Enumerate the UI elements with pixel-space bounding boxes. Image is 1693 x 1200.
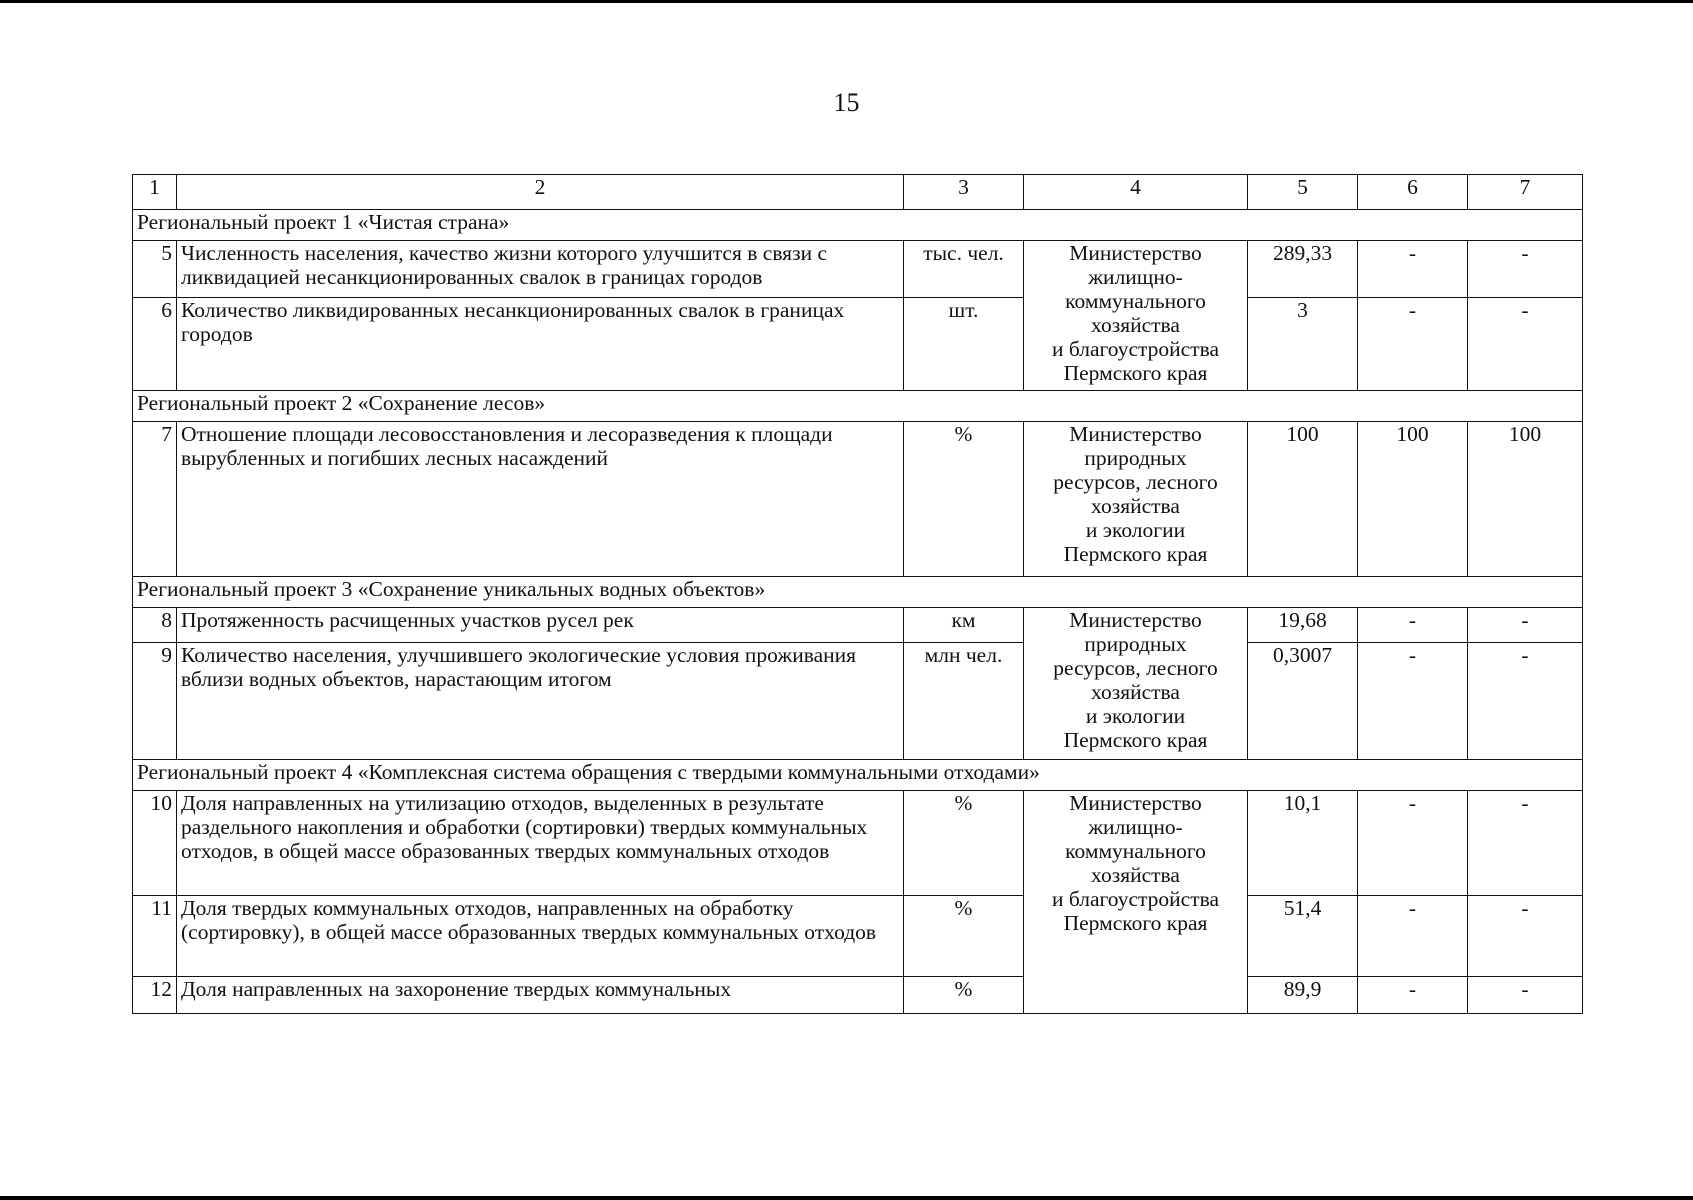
unit-cell: тыс. чел. <box>904 241 1024 298</box>
ministry-line: и благоустройства <box>1051 887 1220 911</box>
table-header-row <box>133 175 1583 210</box>
header-cell: 3 <box>904 175 1024 210</box>
table-row <box>133 977 1583 1014</box>
bottom-border-line <box>0 1196 1693 1200</box>
ministry-line: хозяйства <box>1091 863 1180 887</box>
indicator-name: Отношение площади лесовосстановления и лесоразведения к площади вырубленных и погибших лесных насаждений <box>177 422 904 577</box>
ministry-line: и экологии <box>1085 518 1186 542</box>
table-row <box>133 422 1583 577</box>
value-col7: 100 <box>1468 422 1583 577</box>
header-cell: 4 <box>1024 175 1248 210</box>
value-col7: - <box>1468 896 1583 977</box>
unit-cell: % <box>904 977 1024 1014</box>
section-row <box>133 391 1583 422</box>
header-cell: 5 <box>1248 175 1358 210</box>
value-col5: 10,1 <box>1248 791 1358 896</box>
header-cell: 1 <box>133 175 177 210</box>
ministry-line: и экологии <box>1085 704 1186 728</box>
value-col7: - <box>1468 298 1583 391</box>
section-title: Региональный проект 4 «Комплексная система обращения с твердыми коммунальными отходами» <box>133 760 1583 791</box>
table-row <box>133 298 1583 391</box>
unit-cell: млн чел. <box>904 643 1024 760</box>
value-col5: 51,4 <box>1248 896 1358 977</box>
ministry-line: жилищно- <box>1088 265 1183 289</box>
unit-cell: % <box>904 791 1024 896</box>
section-title: Региональный проект 3 «Сохранение уникальных водных объектов» <box>133 577 1583 608</box>
value-col6: - <box>1358 643 1468 760</box>
section-row <box>133 760 1583 791</box>
value-col5: 289,33 <box>1248 241 1358 298</box>
header-cell: 7 <box>1468 175 1583 210</box>
table-row <box>133 608 1583 643</box>
section-title: Региональный проект 2 «Сохранение лесов» <box>133 391 1583 422</box>
row-number: 12 <box>133 977 177 1014</box>
value-col5: 89,9 <box>1248 977 1358 1014</box>
value-col6: 100 <box>1358 422 1468 577</box>
responsible-ministry <box>1024 241 1248 391</box>
ministry-line: Пермского края <box>1063 728 1208 752</box>
ministry-line: коммунального <box>1065 839 1206 863</box>
indicator-name: Доля направленных на захоронение твердых коммунальных <box>177 977 904 1014</box>
value-col6: - <box>1358 977 1468 1014</box>
responsible-ministry <box>1024 422 1248 577</box>
value-col5: 100 <box>1248 422 1358 577</box>
value-col5: 3 <box>1248 298 1358 391</box>
indicator-name: Численность населения, качество жизни которого улучшится в связи с ликвидацией несанкционированных свалок в границах городов <box>177 241 904 298</box>
ministry-line: ресурсов, лесного <box>1053 656 1218 680</box>
ministry-line: Пермского края <box>1063 542 1208 566</box>
ministry-line: ресурсов, лесного <box>1053 470 1218 494</box>
value-col6: - <box>1358 608 1468 643</box>
value-col6: - <box>1358 896 1468 977</box>
ministry-line: Пермского края <box>1063 911 1208 935</box>
ministry-line: Министерство <box>1069 422 1202 446</box>
ministry-line: природных <box>1084 446 1187 470</box>
responsible-ministry <box>1024 791 1248 1014</box>
ministry-line: природных <box>1084 632 1187 656</box>
table-row <box>133 896 1583 977</box>
row-number: 8 <box>133 608 177 643</box>
value-col7: - <box>1468 608 1583 643</box>
table-row <box>133 791 1583 896</box>
indicators-table <box>132 174 1583 1014</box>
top-border-line <box>0 0 1693 3</box>
value-col7: - <box>1468 643 1583 760</box>
ministry-line: коммунального <box>1065 289 1206 313</box>
row-number: 7 <box>133 422 177 577</box>
unit-cell: % <box>904 422 1024 577</box>
page-number: 15 <box>833 88 860 117</box>
row-number: 10 <box>133 791 177 896</box>
indicator-name: Доля направленных на утилизацию отходов, выделенных в результате раздельного накопления и обработки (сортировки) твердых коммунальных отходов, в общей массе образованных твердых коммунальных отходов <box>177 791 904 896</box>
ministry-line: хозяйства <box>1091 680 1180 704</box>
ministry-line: жилищно- <box>1088 815 1183 839</box>
header-cell: 2 <box>177 175 904 210</box>
row-number: 11 <box>133 896 177 977</box>
unit-cell: км <box>904 608 1024 643</box>
table-row <box>133 241 1583 298</box>
row-number: 6 <box>133 298 177 391</box>
ministry-line: и благоустройства <box>1051 337 1220 361</box>
ministry-line: хозяйства <box>1091 313 1180 337</box>
unit-cell: % <box>904 896 1024 977</box>
value-col6: - <box>1358 298 1468 391</box>
section-title: Региональный проект 1 «Чистая страна» <box>133 210 1583 241</box>
value-col7: - <box>1468 241 1583 298</box>
responsible-ministry <box>1024 608 1248 760</box>
value-col5: 19,68 <box>1248 608 1358 643</box>
value-col7: - <box>1468 791 1583 896</box>
table-row <box>133 643 1583 760</box>
value-col6: - <box>1358 241 1468 298</box>
ministry-line: Министерство <box>1069 241 1202 265</box>
indicator-name: Протяженность расчищенных участков русел рек <box>177 608 904 643</box>
indicator-name: Доля твердых коммунальных отходов, направленных на обработку (сортировку), в общей массе образованных твердых коммунальных отходов <box>177 896 904 977</box>
ministry-line: Министерство <box>1069 791 1202 815</box>
value-col6: - <box>1358 791 1468 896</box>
ministry-line: Министерство <box>1069 608 1202 632</box>
section-row <box>133 577 1583 608</box>
value-col5: 0,3007 <box>1248 643 1358 760</box>
unit-cell: шт. <box>904 298 1024 391</box>
ministry-line: Пермского края <box>1063 361 1208 385</box>
row-number: 9 <box>133 643 177 760</box>
indicator-name: Количество населения, улучшившего экологические условия проживания вблизи водных объектов, нарастающим итогом <box>177 643 904 760</box>
header-cell: 6 <box>1358 175 1468 210</box>
value-col7: - <box>1468 977 1583 1014</box>
row-number: 5 <box>133 241 177 298</box>
indicator-name: Количество ликвидированных несанкционированных свалок в границах городов <box>177 298 904 391</box>
ministry-line: хозяйства <box>1091 494 1180 518</box>
section-row <box>133 210 1583 241</box>
